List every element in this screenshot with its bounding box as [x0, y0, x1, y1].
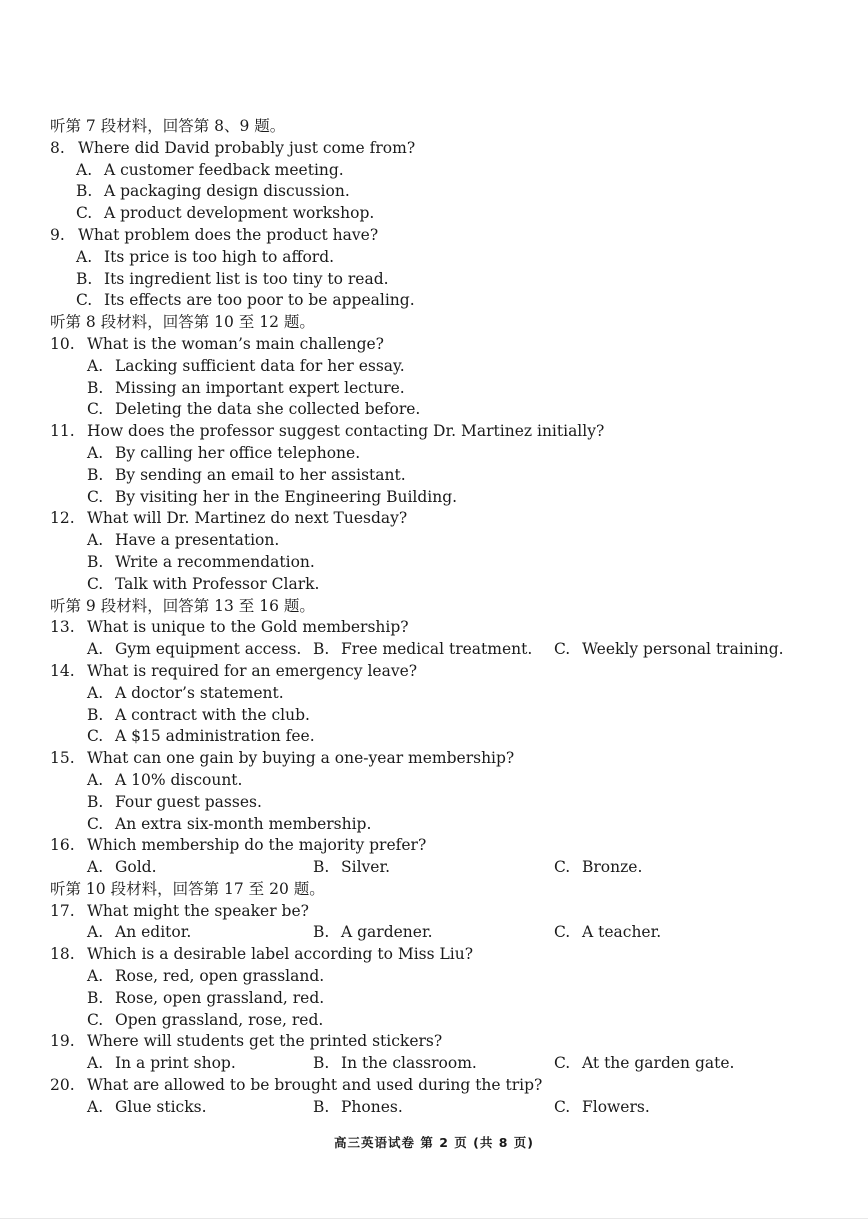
- option-letter: C.: [87, 487, 104, 506]
- option-text: By calling her office telephone.: [115, 443, 361, 462]
- option-letter: B.: [76, 182, 93, 201]
- option-letter: A.: [87, 923, 104, 942]
- option-text: Missing an important expert lecture.: [115, 378, 405, 397]
- option-text: Four guest passes.: [115, 792, 262, 811]
- option-text: A gardener.: [341, 923, 433, 942]
- option-text: Its effects are too poor to be appealing.: [104, 291, 415, 310]
- question-text: Which membership do the majority prefer?: [87, 836, 427, 855]
- question-list: [50, 116, 840, 1119]
- option-text: A product development workshop.: [104, 204, 375, 223]
- answer-option: [87, 857, 157, 879]
- question-number: 17.: [50, 901, 75, 920]
- option-text: A $15 administration fee.: [115, 727, 315, 746]
- answer-option: [50, 160, 840, 182]
- option-text: Silver.: [341, 858, 391, 877]
- answer-option: [87, 1097, 207, 1119]
- answer-option: [50, 966, 840, 988]
- answer-option: [50, 181, 840, 203]
- answer-option: [87, 922, 191, 944]
- question-number: 13.: [50, 618, 75, 637]
- option-text: Its ingredient list is too tiny to read.: [104, 269, 389, 288]
- option-letter: A.: [87, 356, 104, 375]
- option-text: Phones.: [341, 1097, 403, 1116]
- answer-option: [50, 356, 840, 378]
- section-heading: 听第 10 段材料，回答第 17 至 20 题。: [50, 879, 325, 898]
- question-text: What problem does the product have?: [78, 225, 379, 244]
- question-text: What is required for an emergency leave?: [87, 661, 418, 680]
- question-stem: [50, 661, 840, 683]
- answer-option: [50, 530, 840, 552]
- section-heading: 听第 7 段材料，回答第 8、9 题。: [50, 117, 286, 135]
- option-text: Talk with Professor Clark.: [115, 574, 320, 593]
- question-stem: [50, 835, 840, 857]
- question-stem: [50, 901, 840, 923]
- option-text: Open grassland, rose, red.: [115, 1010, 324, 1029]
- option-text: A teacher.: [582, 923, 662, 942]
- option-letter: B.: [313, 923, 330, 942]
- option-letter: B.: [313, 1097, 330, 1116]
- answer-options-row: [50, 1097, 840, 1119]
- answer-option: [50, 203, 840, 225]
- question-number: 16.: [50, 836, 75, 855]
- option-letter: B.: [76, 269, 93, 288]
- option-text: An editor.: [115, 923, 192, 942]
- question-text: Where did David probably just come from?: [78, 138, 416, 157]
- question-text: Where will students get the printed stickers?: [87, 1032, 443, 1051]
- question-number: 14.: [50, 661, 75, 680]
- question-stem: [50, 225, 840, 247]
- question-stem: [50, 1075, 840, 1097]
- option-letter: C.: [554, 640, 571, 659]
- option-text: Gym equipment access.: [115, 640, 302, 659]
- option-letter: C.: [87, 400, 104, 419]
- answer-option: [50, 247, 840, 269]
- question-stem: [50, 138, 840, 160]
- option-text: Have a presentation.: [115, 531, 280, 550]
- question-stem: [50, 508, 840, 530]
- option-letter: A.: [87, 1097, 104, 1116]
- answer-option: [554, 922, 661, 944]
- answer-option: [50, 726, 840, 748]
- answer-option: [50, 705, 840, 727]
- answer-option: [50, 574, 840, 596]
- question-stem: [50, 334, 840, 356]
- bottom-rule: [0, 1218, 868, 1219]
- section-heading: 听第 9 段材料，回答第 13 至 16 题。: [50, 596, 315, 615]
- answer-option: [50, 988, 840, 1010]
- answer-option: [313, 1097, 403, 1119]
- answer-option: [313, 922, 433, 944]
- question-stem: [50, 944, 840, 966]
- page-footer: 高三英语试卷 第 2 页 (共 8 页): [334, 1135, 534, 1150]
- option-letter: C.: [87, 727, 104, 746]
- answer-options-row: [50, 857, 840, 879]
- question-text: What are allowed to be brought and used during the trip?: [87, 1076, 543, 1095]
- answer-option: [50, 399, 840, 421]
- answer-option: [313, 1053, 477, 1075]
- option-text: Rose, red, open grassland.: [115, 967, 325, 986]
- answer-option: [50, 269, 840, 291]
- option-letter: A.: [87, 1054, 104, 1073]
- answer-option: [50, 1010, 840, 1032]
- answer-option: [313, 857, 390, 879]
- question-number: 8.: [50, 138, 65, 157]
- answer-option: [554, 857, 642, 879]
- option-letter: C.: [87, 574, 104, 593]
- option-letter: B.: [87, 552, 104, 571]
- option-text: Gold.: [115, 858, 157, 877]
- question-text: Which is a desirable label according to Miss Liu?: [87, 945, 474, 964]
- question-text: What can one gain by buying a one-year membership?: [87, 749, 515, 768]
- option-letter: A.: [87, 858, 104, 877]
- question-text: What might the speaker be?: [87, 901, 309, 920]
- option-letter: A.: [87, 640, 104, 659]
- answer-option: [554, 1053, 734, 1075]
- option-text: A doctor’s statement.: [115, 683, 284, 702]
- option-letter: B.: [313, 858, 330, 877]
- option-letter: A.: [87, 443, 104, 462]
- question-number: 20.: [50, 1076, 75, 1095]
- option-text: In a print shop.: [115, 1054, 236, 1073]
- question-number: 9.: [50, 225, 65, 244]
- option-letter: A.: [87, 770, 104, 789]
- option-text: In the classroom.: [341, 1054, 477, 1073]
- option-letter: B.: [87, 705, 104, 724]
- option-text: A contract with the club.: [115, 705, 310, 724]
- option-letter: B.: [87, 465, 104, 484]
- option-letter: A.: [76, 247, 93, 266]
- answer-option: [50, 487, 840, 509]
- answer-option: [87, 1053, 236, 1075]
- answer-option: [50, 683, 840, 705]
- option-letter: C.: [554, 858, 571, 877]
- option-text: Write a recommendation.: [115, 552, 315, 571]
- option-letter: C.: [87, 814, 104, 833]
- option-letter: B.: [87, 988, 104, 1007]
- option-letter: C.: [76, 291, 93, 310]
- question-number: 19.: [50, 1032, 75, 1051]
- question-text: How does the professor suggest contacting Dr. Martinez initially?: [87, 422, 605, 441]
- section-heading: 听第 8 段材料，回答第 10 至 12 题。: [50, 313, 315, 332]
- answer-options-row: [50, 1053, 840, 1075]
- option-text: A 10% discount.: [115, 770, 243, 789]
- answer-option: [50, 443, 840, 465]
- option-letter: A.: [87, 967, 104, 986]
- answer-option: [50, 465, 840, 487]
- question-text: What will Dr. Martinez do next Tuesday?: [87, 509, 408, 528]
- option-letter: B.: [87, 792, 104, 811]
- option-letter: A.: [76, 160, 93, 179]
- option-text: A packaging design discussion.: [104, 182, 350, 201]
- answer-options-row: [50, 639, 840, 661]
- answer-option: [50, 378, 840, 400]
- question-number: 10.: [50, 334, 75, 353]
- question-stem: [50, 421, 840, 443]
- option-letter: C.: [554, 923, 571, 942]
- option-text: Rose, open grassland, red.: [115, 988, 325, 1007]
- answer-option: [50, 552, 840, 574]
- option-text: Its price is too high to afford.: [104, 247, 335, 266]
- question-text: What is the woman’s main challenge?: [87, 334, 384, 353]
- question-number: 12.: [50, 509, 75, 528]
- option-text: An extra six-month membership.: [115, 814, 372, 833]
- answer-option: [554, 639, 784, 661]
- option-letter: B.: [313, 1054, 330, 1073]
- option-text: By visiting her in the Engineering Building.: [115, 487, 458, 506]
- answer-option: [50, 770, 840, 792]
- option-letter: B.: [313, 640, 330, 659]
- option-letter: A.: [87, 683, 104, 702]
- option-text: Free medical treatment.: [341, 640, 533, 659]
- option-text: Bronze.: [582, 858, 643, 877]
- answer-option: [87, 639, 301, 661]
- question-stem: [50, 1031, 840, 1053]
- option-text: Lacking sufficient data for her essay.: [115, 356, 405, 375]
- answer-option: [50, 792, 840, 814]
- option-text: By sending an email to her assistant.: [115, 465, 406, 484]
- question-number: 15.: [50, 749, 75, 768]
- option-letter: C.: [76, 204, 93, 223]
- question-stem: [50, 748, 840, 770]
- question-number: 18.: [50, 945, 75, 964]
- option-text: Glue sticks.: [115, 1097, 207, 1116]
- option-text: Deleting the data she collected before.: [115, 400, 421, 419]
- option-text: Weekly personal training.: [582, 640, 784, 659]
- option-letter: C.: [87, 1010, 104, 1029]
- option-letter: B.: [87, 378, 104, 397]
- question-text: What is unique to the Gold membership?: [87, 618, 409, 637]
- question-number: 11.: [50, 422, 75, 441]
- answer-option: [554, 1097, 650, 1119]
- answer-options-row: [50, 922, 840, 944]
- option-letter: C.: [554, 1097, 571, 1116]
- answer-option: [50, 814, 840, 836]
- answer-option: [313, 639, 532, 661]
- option-letter: C.: [554, 1054, 571, 1073]
- question-stem: [50, 617, 840, 639]
- option-letter: A.: [87, 531, 104, 550]
- option-text: A customer feedback meeting.: [104, 160, 344, 179]
- answer-option: [50, 290, 840, 312]
- option-text: At the garden gate.: [582, 1054, 735, 1073]
- option-text: Flowers.: [582, 1097, 650, 1116]
